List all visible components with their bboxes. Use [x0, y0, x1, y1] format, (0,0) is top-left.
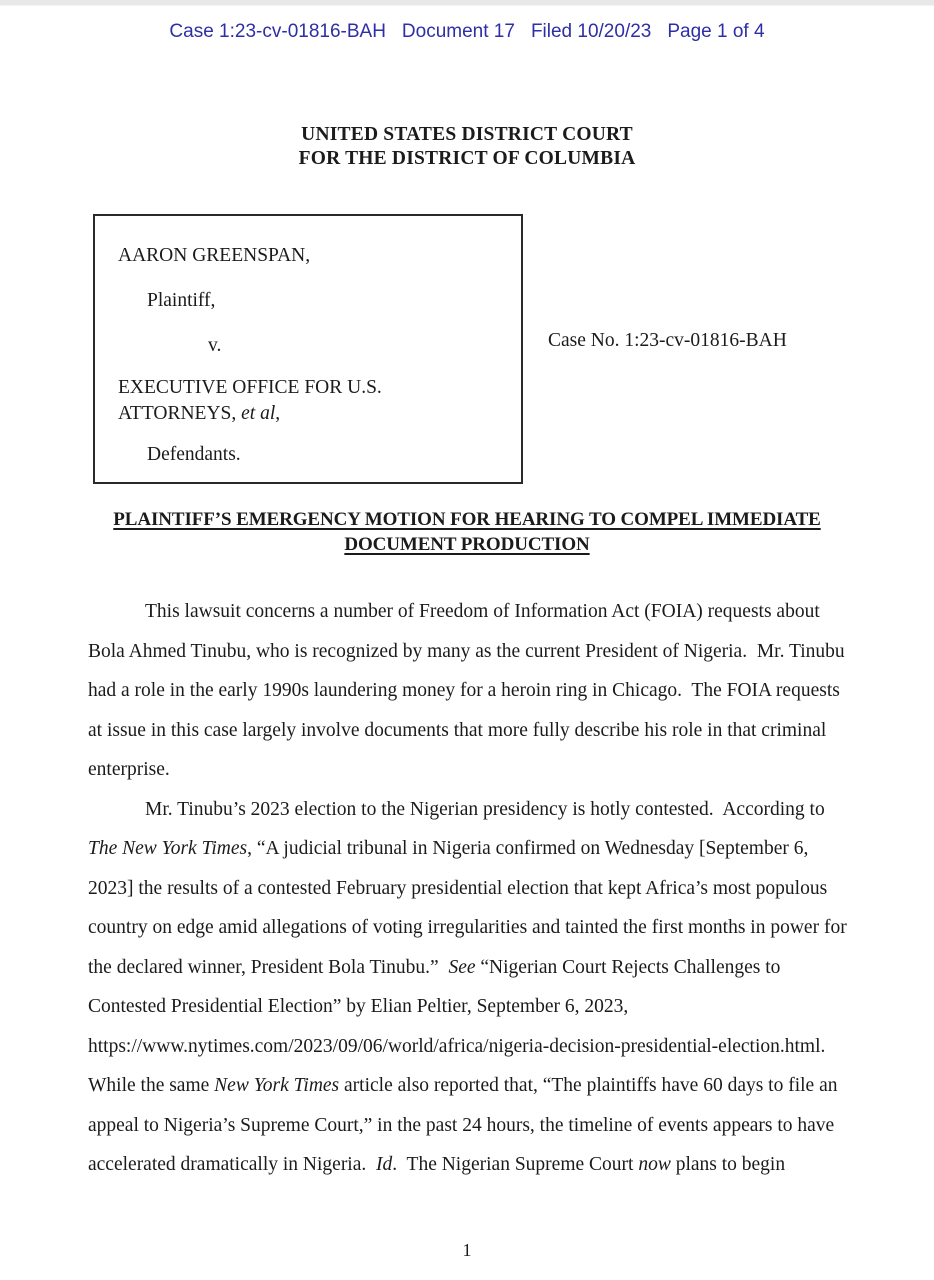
motion-body [88, 592, 854, 1185]
ecf-stamp-header [0, 21, 934, 43]
plaintiff-name: AARON GREENSPAN, [118, 245, 311, 266]
stamp-document-number: Document 17 [401, 21, 515, 42]
defendant-name: EXECUTIVE OFFICE FOR U.S. ATTORNEYS, et al, [118, 377, 382, 424]
page-number: 1 [462, 1240, 472, 1260]
versus-label: v. [208, 335, 222, 356]
case-caption-box [93, 214, 523, 484]
stamp-page-count: Page 1 of 4 [667, 21, 765, 42]
court-heading-line1: UNITED STATES DISTRICT COURT [301, 124, 633, 145]
motion-title-line1: PLAINTIFF’S EMERGENCY MOTION FOR HEARING TO COMPEL IMMEDIATE [113, 509, 821, 530]
stamp-filed-date: Filed 10/20/23 [530, 21, 652, 42]
court-heading [0, 123, 934, 170]
body-paragraph: Mr. Tinubu’s 2023 election to the Nigerian presidency is hotly contested. According to The New York Times, “A judicial tribunal in Nigeria confirmed on Wednesday [September 6, 2023] the results of a contested February presidential election that kept Africa’s most populous country on edge amid allegations of voting irregularities and tainted the first months in power for the declared winner, President Bola Tinubu.” See “Nigerian Court Rejects Challenges to Contested Presidential Election” by Elian Peltier, September 6, 2023, https://www.nytimes.com/2023/09/06/world/africa/nigeria-decision-presidential-election.html. While the same New York Times article also reported that, “The plaintiffs have 60 days to file an appeal to Nigeria’s Supreme Court,” in the past 24 hours, the timeline of events appears to have accelerated dramatically in Nigeria. Id. The Nigerian Supreme Court now plans to begin [88, 798, 852, 1175]
stamp-case-number: Case 1:23-cv-01816-BAH [169, 21, 386, 42]
plaintiff-role-label: Plaintiff, [147, 290, 216, 311]
body-paragraph: This lawsuit concerns a number of Freedom of Information Act (FOIA) requests about Bola Ahmed Tinubu, who is recognized by many as the current President of Nigeria. Mr. Tinubu had a role in the early 1990s laundering money for a heroin ring in Chicago. The FOIA requests at issue in this case largely involve documents that more fully describe his role in that criminal enterprise. [88, 601, 850, 780]
court-heading-line2: FOR THE DISTRICT OF COLUMBIA [298, 147, 636, 169]
viewer-top-edge [0, 0, 934, 6]
motion-title [40, 508, 894, 557]
defendant-role-label: Defendants. [147, 444, 241, 465]
motion-title-line2: DOCUMENT PRODUCTION [344, 533, 590, 555]
case-number: Case No. 1:23-cv-01816-BAH [548, 330, 787, 351]
